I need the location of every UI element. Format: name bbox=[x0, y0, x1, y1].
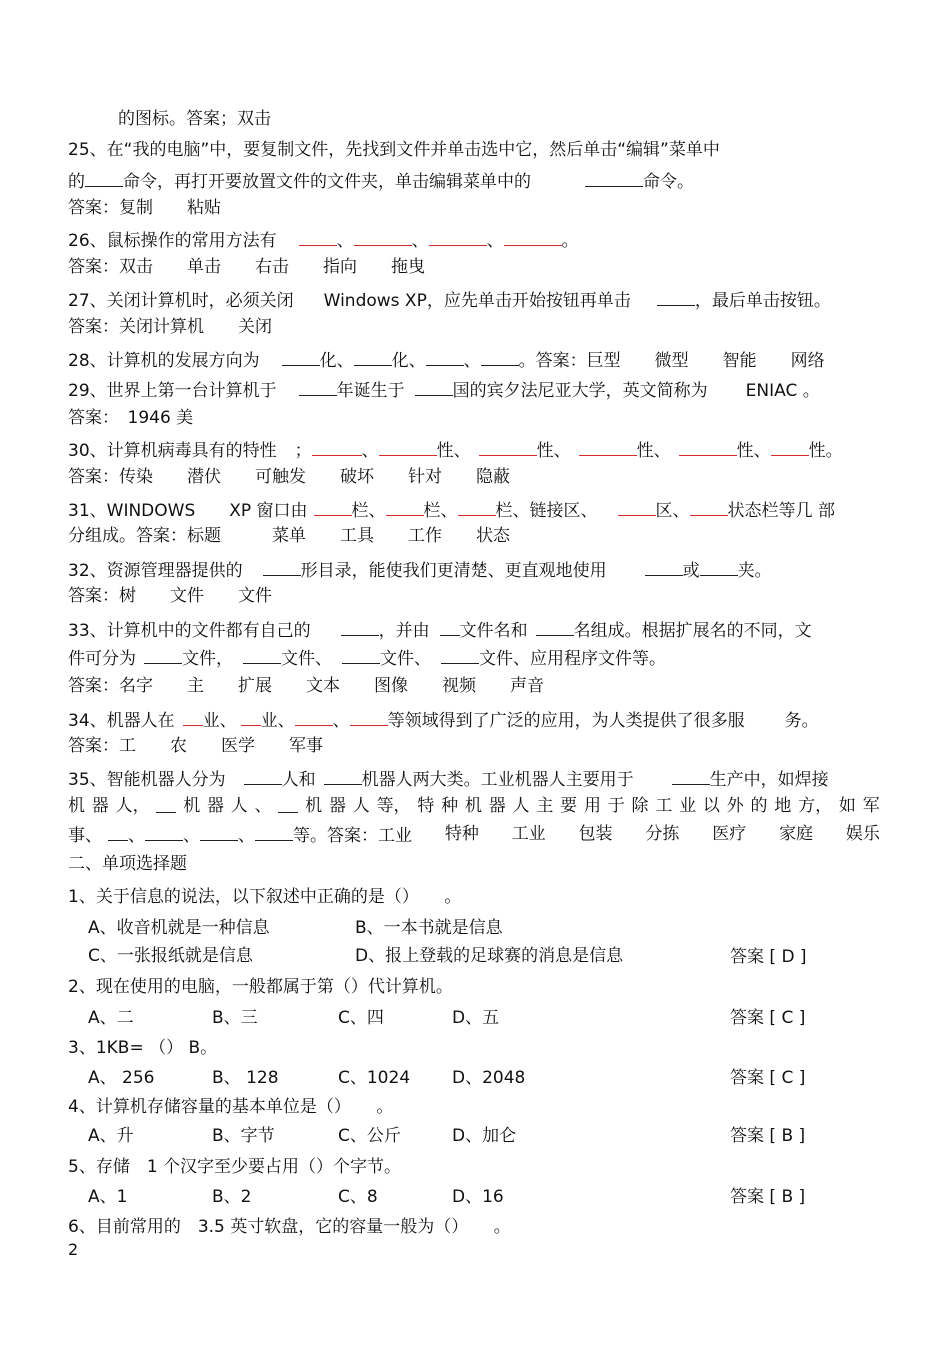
question-33-cont: 件可分为 文件， 文件、 文件、 文件、应用程序文件等。 bbox=[68, 646, 666, 670]
question-27: 27、关闭计算机时，必须关闭 Windows XP，应先单击开始按钮再单击 ，最后单击按钮。 bbox=[68, 288, 831, 312]
mc-question-1: 1、关于信息的说法，以下叙述中正确的是（） 。 bbox=[68, 887, 462, 907]
answer-34: 答案：工 农 医学 军事 bbox=[68, 736, 323, 756]
section-title: 二、单项选择题 bbox=[68, 854, 187, 874]
answer-26: 答案：双击 单击 右击 指向 拖曳 bbox=[68, 257, 425, 277]
option-b: B、三 bbox=[212, 1008, 258, 1028]
option-b: B、字节 bbox=[212, 1126, 275, 1146]
mc-question-3: 3、1KB= （） B。 bbox=[68, 1038, 218, 1058]
question-33: 33、计算机中的文件都有自己的 ，并由 文件名和 名组成。根据扩展名的不同，文 bbox=[68, 618, 812, 642]
mc-question-2: 2、现在使用的电脑，一般都属于第（）代计算机。 bbox=[68, 977, 453, 997]
option-d: D、五 bbox=[452, 1008, 500, 1028]
answer-29: 答案： 1946 美 bbox=[68, 408, 194, 428]
option-d: D、16 bbox=[452, 1187, 504, 1207]
answer-label: 答案 [ C ] bbox=[730, 1008, 806, 1028]
option-c: C、1024 bbox=[338, 1068, 411, 1088]
option-b: B、一本书就是信息 bbox=[355, 918, 503, 938]
mc-question-4: 4、计算机存储容量的基本单位是（） 。 bbox=[68, 1097, 394, 1117]
option-b: B、2 bbox=[212, 1187, 252, 1207]
question-30: 30、计算机病毒具有的特性 ； 、 性、 性、 性、 性、 性。 bbox=[68, 438, 843, 462]
option-a: A、升 bbox=[88, 1126, 134, 1146]
answer-label: 答案 [ B ] bbox=[730, 1187, 806, 1207]
answer-25: 答案：复制 粘贴 bbox=[68, 198, 221, 218]
page-number: 2 bbox=[68, 1240, 79, 1259]
answer-33: 答案：名字 主 扩展 文本 图像 视频 声音 bbox=[68, 676, 544, 696]
option-c: C、公斤 bbox=[338, 1126, 401, 1146]
question-31-cont: 分组成。答案：标题 菜单 工具 工作 状态 bbox=[68, 526, 510, 546]
mc-question-5: 5、存储 1 个汉字至少要占用（）个字节。 bbox=[68, 1157, 402, 1177]
question-32: 32、资源管理器提供的 形目录，能使我们更清楚、更直观地使用 或 夹。 bbox=[68, 558, 772, 582]
question-31: 31、WINDOWS XP 窗口由 栏、 栏、 栏、链接区、 区、 状态栏等几 部 bbox=[68, 498, 835, 522]
option-b: B、 128 bbox=[212, 1068, 279, 1088]
question-28: 28、计算机的发展方向为 化、 化、 、 。答案：巨型 微型 智能 网络 bbox=[68, 348, 825, 372]
answer-30: 答案：传染 潜伏 可触发 破坏 针对 隐蔽 bbox=[68, 467, 510, 487]
question-25: 25、在“我的电脑”中，要复制文件，先找到文件并单击选中它，然后单击“编辑”菜单中 bbox=[68, 140, 720, 160]
question-35-cont2: 事、 、 、 、 等。答案：工业 特种 工业 包装 分拣 医疗 家庭 娱乐 bbox=[68, 824, 880, 846]
option-d: D、加仑 bbox=[452, 1126, 517, 1146]
question-29: 29、世界上第一台计算机于 年诞生于 国的宾夕法尼亚大学，英文简称为 ENIAC 。 bbox=[68, 378, 820, 402]
question-35: 35、智能机器人分为 人和 机器人两大类。工业机器人主要用于 生产中，如焊接 bbox=[68, 767, 829, 791]
answer-27: 答案：关闭计算机 关闭 bbox=[68, 317, 272, 337]
question-26: 26、鼠标操作的常用方法有 、 、 、 。 bbox=[68, 228, 579, 252]
question-35-cont: 机 器 人， 机 器 人 、 机 器 人 等， 特 种 机 器 人 主 要 用 于 除 工 业 以 外 的 地 方， 如 军 bbox=[68, 796, 880, 816]
mc-question-6: 6、目前常用的 3.5 英寸软盘，它的容量一般为（） 。 bbox=[68, 1217, 511, 1237]
option-a: A、二 bbox=[88, 1008, 134, 1028]
option-c: C、8 bbox=[338, 1187, 378, 1207]
answer-label: 答案 [ C ] bbox=[730, 1068, 806, 1088]
answer-label: 答案 [ D ] bbox=[730, 947, 807, 967]
option-c: C、一张报纸就是信息 bbox=[88, 946, 253, 966]
option-d: D、2048 bbox=[452, 1068, 526, 1088]
option-d: D、报上登载的足球赛的消息是信息 bbox=[355, 946, 624, 966]
question-34: 34、机器人在 业、 业、 、 等领域得到了广泛的应用，为人类提供了很多服 务。 bbox=[68, 708, 819, 732]
text-line: 的图标。答案；双击 bbox=[118, 109, 271, 129]
option-c: C、四 bbox=[338, 1008, 384, 1028]
question-25-cont: 的 命令，再打开要放置文件的文件夹，单击编辑菜单中的 命令。 bbox=[68, 169, 694, 193]
option-a: A、 256 bbox=[88, 1068, 155, 1088]
option-a: A、1 bbox=[88, 1187, 128, 1207]
option-a: A、收音机就是一种信息 bbox=[88, 918, 270, 938]
answer-32: 答案：树 文件 文件 bbox=[68, 586, 272, 606]
answer-label: 答案 [ B ] bbox=[730, 1126, 806, 1146]
